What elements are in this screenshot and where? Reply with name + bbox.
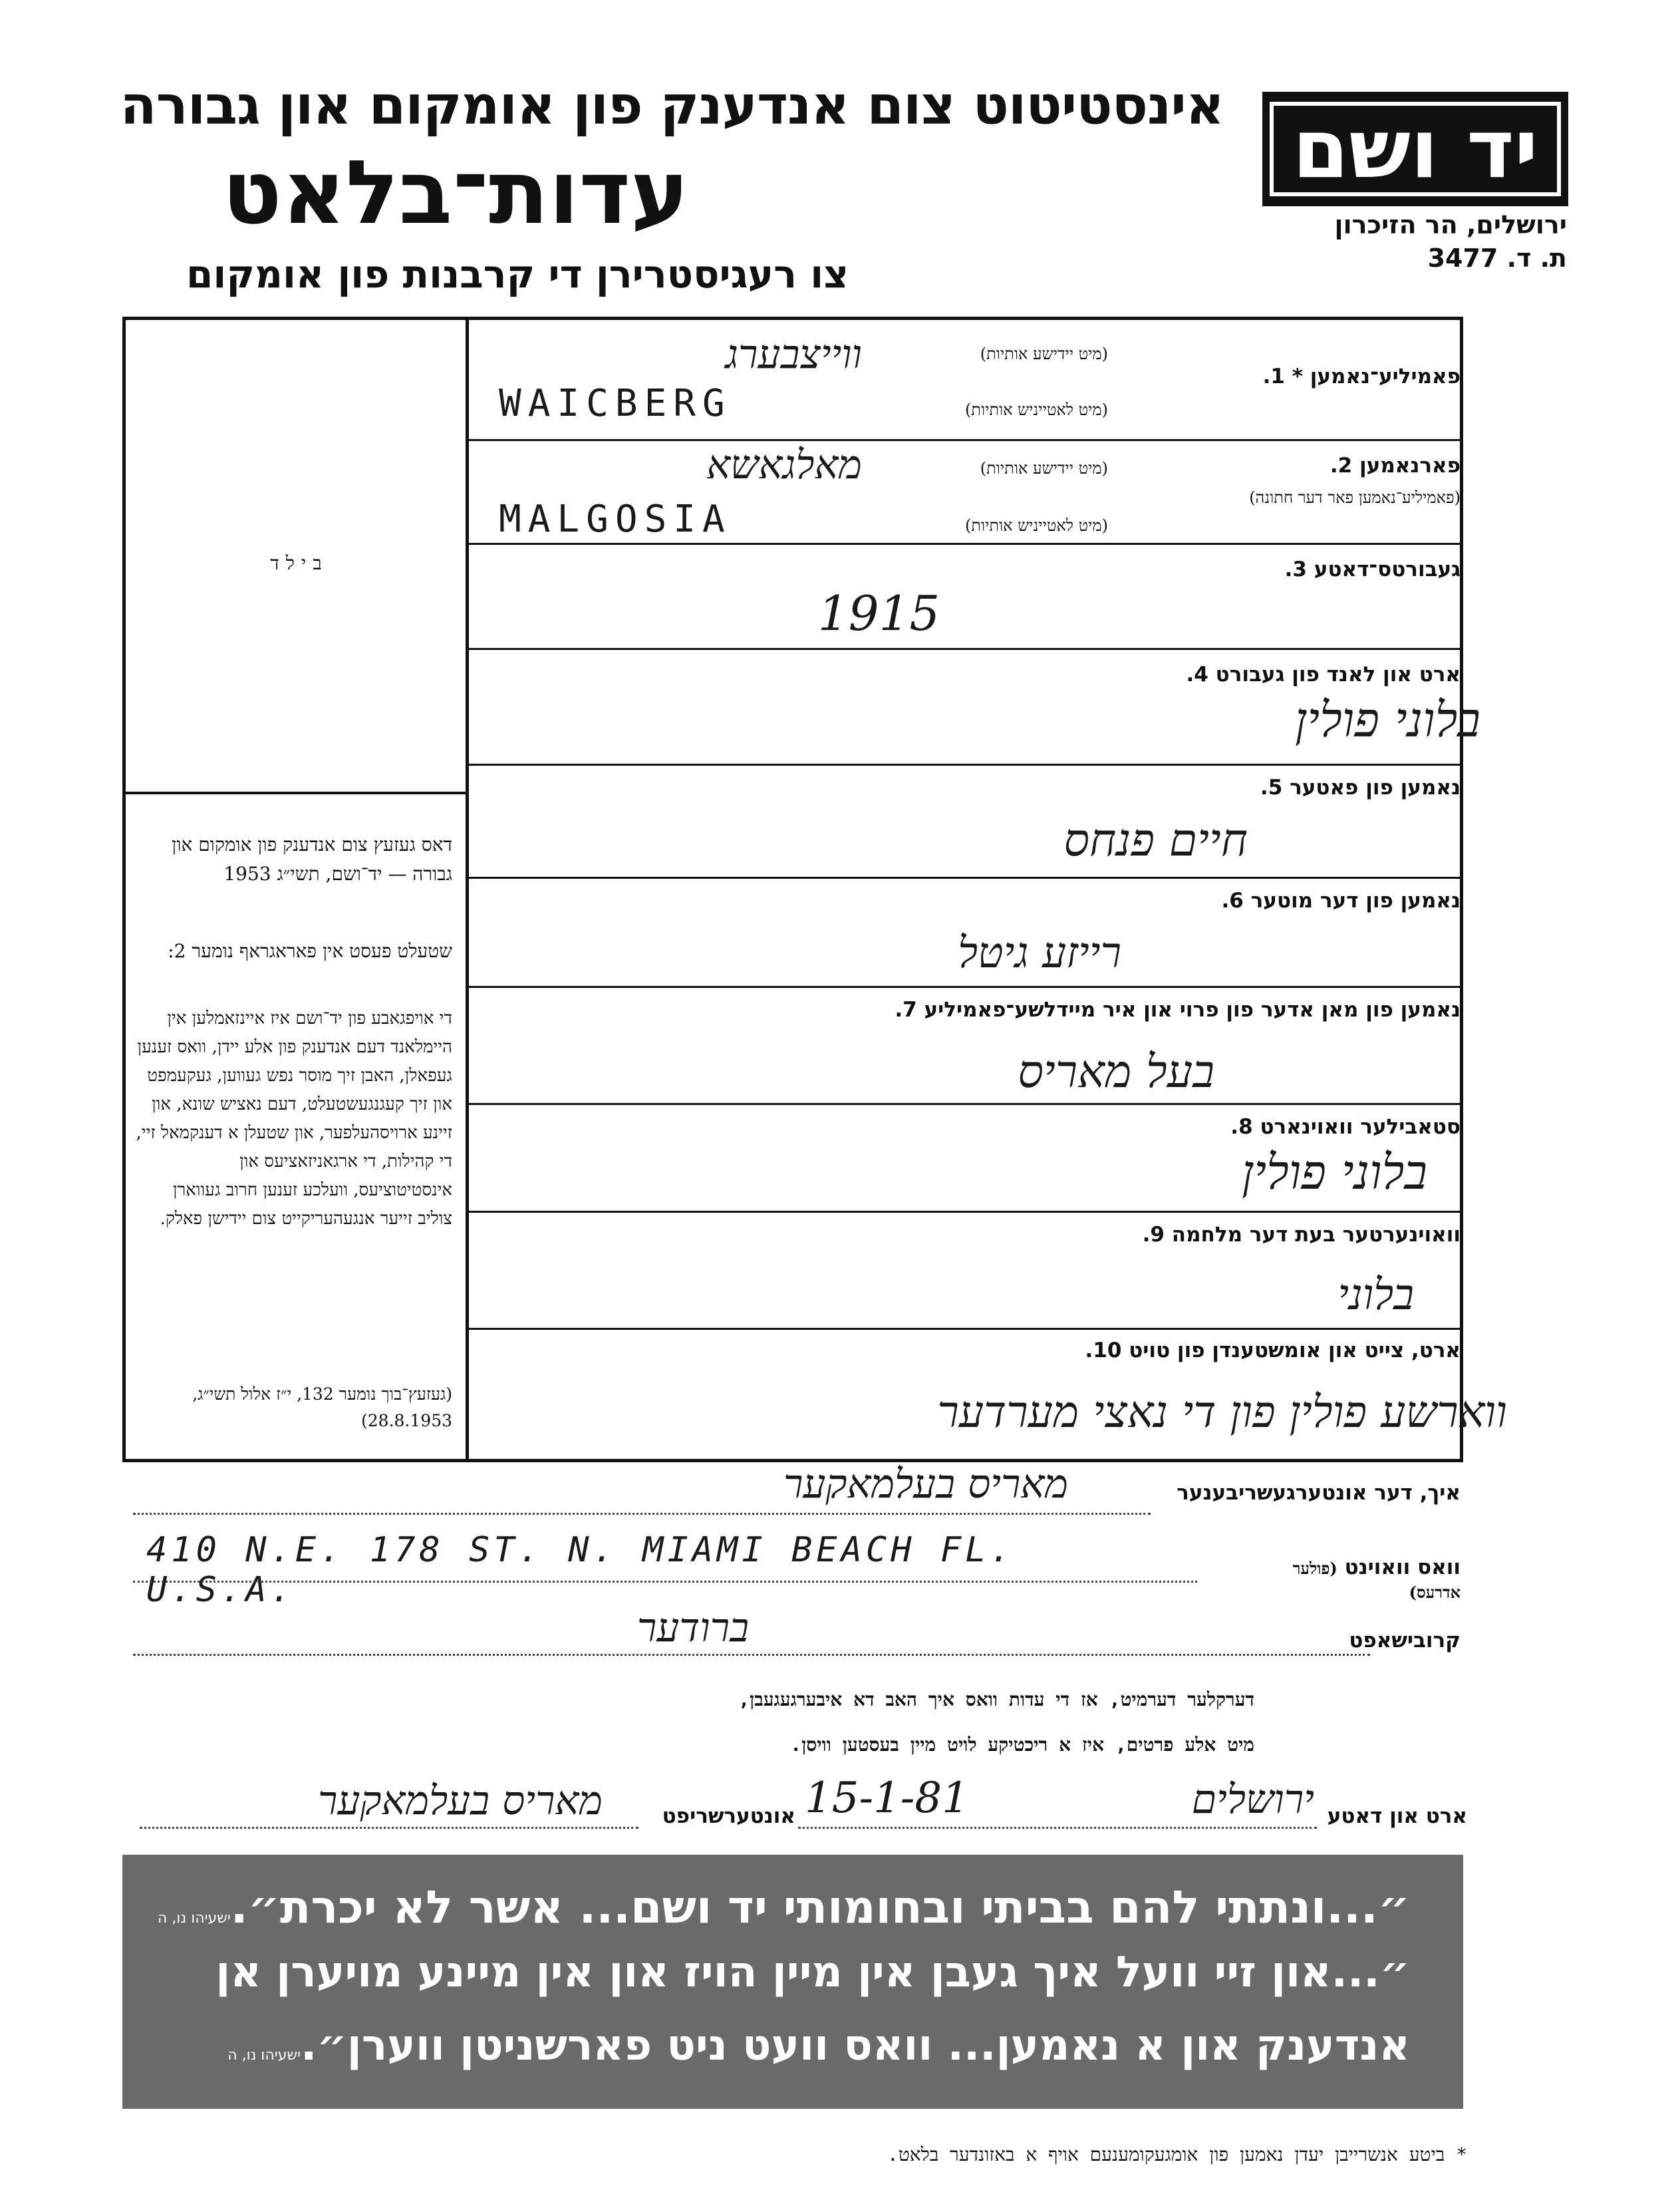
banner-line-2: ״...און זיי וועל איך געבן אין מיין הויז און אין מיינע מויערן אן [215, 1948, 1410, 1997]
field-divider [466, 1103, 1463, 1105]
signature-label: אונטערשריפט [662, 1804, 795, 1828]
form-subtitle: צו רעגיסטרירן די קרבנות פון אומקום [186, 251, 849, 297]
field-3-label: געבורטס־דאטע 3. [1284, 557, 1461, 581]
field-divider [466, 877, 1463, 879]
footnote: * ביטע אנשרייבן יעדן נאמען פון אומגעקומענעם אויף א באזונדער בלאט. [887, 2143, 1467, 2165]
field-5-label: נאמען פון פאטער 5. [1260, 776, 1461, 800]
field-9-value: בלוני [1337, 1271, 1414, 1320]
field-2-value-yi: מאלגאשא [706, 442, 862, 488]
field-10-label: ארט, צייט און אומשטענדן פון טויט 10. [1085, 1338, 1461, 1362]
place-date-line [798, 1827, 1317, 1829]
field-divider [466, 1211, 1463, 1213]
field-1-sub-lat: (מיט לאטייניש אותיות) [964, 400, 1108, 419]
law-note-2: שטעלט פעסט אין פאראגראף נומער 2: [168, 940, 452, 962]
address-label: וואס וואוינט (פולער אדרעס) [1292, 1555, 1461, 1602]
field-3-value: 1915 [818, 585, 940, 641]
submitter-line [133, 1513, 1151, 1515]
institute-name: אינסטיטוט צום אנדענק פון אומקום און גבורה [120, 75, 1224, 136]
field-2-value-lat: MALGOSIA [499, 498, 732, 541]
field-2-sub-yi: (מיט יידישע אותיות) [980, 459, 1108, 478]
address-line [133, 1581, 1197, 1583]
law-note-3: די אויפגאבע פון יד־ושם איז איינזאמלען אין היימלאנד דעם אנדענק פון אלע יידן, וואס זענען געפאלן, האבן זיך מוסר נפש געווען, געקעמפט און זיך קעגנגעשטעלט, דעם נאציש שונא, און זיינע ארויסהעלפער, און שטעלן א דענקמאל זיי, די קהילות, די ארגאניזאציעס און אינסטיטוציעס, וועלכע זענען חרוב געווארן צוליב זייער אנגעהעריקייט צום יידישן פאלק. [136, 1009, 452, 1229]
declaration-line-1: דערקלער דערמיט, אז די עדות וואס איך האב דא איבערגעגעבן, [738, 1688, 1254, 1710]
signature-line [140, 1827, 638, 1829]
field-2-label: פארנאמען 2. [1330, 454, 1461, 478]
address-line1: ירושלים, הר הזיכרון [1334, 210, 1567, 239]
field-2-sub-lat: (מיט לאטייניש אותיות) [964, 516, 1108, 535]
quote-banner [122, 1855, 1463, 2109]
photo-divider [122, 792, 466, 794]
field-7-label: נאמען פון מאן אדער פון פרוי און איר מיידלשע־פאמיליע 7. [895, 998, 1461, 1022]
photo-label: בילד [270, 552, 329, 574]
field-4-value: בלוני פולין [1294, 692, 1480, 748]
form-title: עדות־בלאט [222, 142, 689, 244]
field-9-label: וואוינערטער בעת דער מלחמה 9. [1142, 1223, 1461, 1247]
field-divider [466, 764, 1463, 766]
field-divider [466, 648, 1463, 650]
relation-value: ברודער [636, 1605, 749, 1651]
field-divider [466, 1328, 1463, 1330]
submitter-value: מאריס בעלמאקער [783, 1461, 1068, 1507]
banner-line-1: ״...ונתתי להם בביתי ובחומותי יד ושם... אשר לא יכרת״.ישעיהו נו, ה [158, 1881, 1410, 1934]
relation-label: קרובישאפט [1349, 1629, 1461, 1652]
field-6-value: רייזע גיטל [958, 929, 1121, 978]
law-note-4: (געזעץ־בוך נומער 132, י״ז אלול תשי״ג, 28.8.1953) [192, 1384, 452, 1430]
field-1-value-yi: ווייצבערג [725, 331, 862, 378]
field-1-value-lat: WAICBERG [499, 382, 732, 425]
yad-vashem-logo: יד ושם [1262, 92, 1568, 206]
field-divider [466, 986, 1463, 988]
place-date-label: ארט און דאטע [1327, 1804, 1467, 1828]
field-divider [466, 439, 1463, 441]
declaration-line-2: מיט אלע פרטים, איז א ריכטיקע לויט מיין בעסטען וויסן. [790, 1734, 1254, 1756]
place-value: ירושלים [1191, 1776, 1314, 1823]
signature-value: מאריס בעלמאקער [317, 1778, 603, 1824]
field-6-label: נאמען פון דער מוטער 6. [1221, 889, 1461, 913]
field-1-sub-yi: (מיט יידישע אותיות) [980, 345, 1108, 363]
field-5-value: חיים פנחס [1063, 814, 1248, 867]
banner-line-3: אנדענק און א נאמען... וואס וועט ניט פארשניטן ווערן״.ישעיהו נו, ה [227, 2021, 1410, 2070]
field-8-label: סטאבילער וואוינארט 8. [1230, 1115, 1461, 1139]
field-7-value: בעל מאריס [1018, 1046, 1214, 1098]
law-note-1: דאס געזעץ צום אנדענק פון אומקום און גבורה — יד־ושם, תשי״ג 1953 [172, 834, 452, 885]
field-2-note: (פאמיליע־נאמען פאר דער חתונה) [1249, 488, 1461, 507]
field-1-label: פאמיליע־נאמען * 1. [1262, 365, 1461, 389]
field-divider [466, 543, 1463, 545]
address-value: 410 N.E. 178 ST. N. MIAMI BEACH FL. U.S.A. [146, 1530, 1015, 1610]
field-8-value: בלוני פולין [1241, 1144, 1427, 1200]
relation-line [133, 1654, 1370, 1656]
field-4-label: ארט און לאנד פון געבורט 4. [1186, 663, 1461, 687]
address-line2: ת. ד. 3477 [1427, 243, 1567, 273]
date-value: 15-1-81 [805, 1774, 969, 1823]
field-10-value: ווארשע פולין פון די נאצי מערדער [937, 1386, 1507, 1438]
submitter-label: איך, דער אונטערגעשריבענער [1177, 1481, 1461, 1505]
column-divider [466, 317, 469, 1462]
